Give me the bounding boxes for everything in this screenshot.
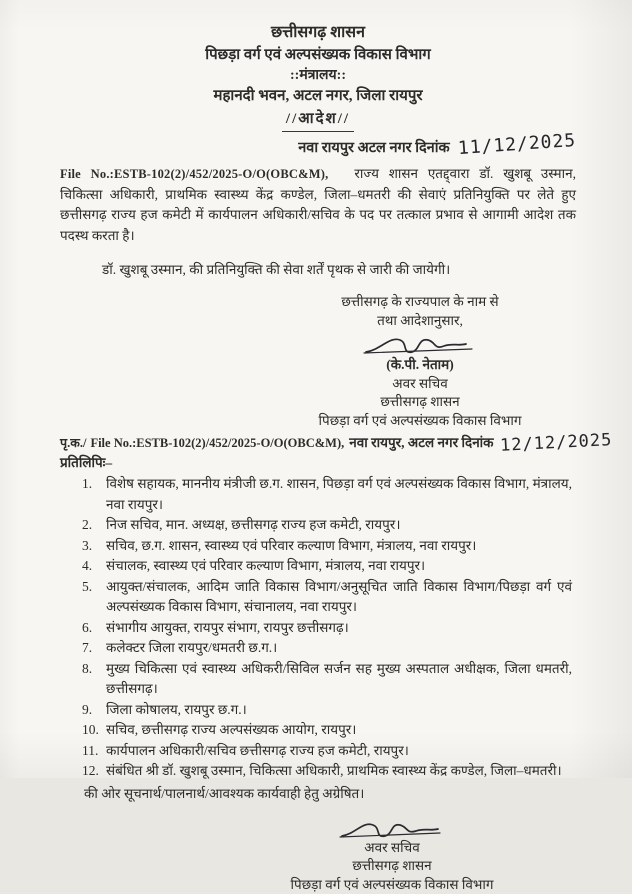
place-date-printed: नवा रायपुर अटल नगर दिनांक — [298, 137, 449, 157]
item-text: संबंधित श्री डॉ. खुशबू उस्मान, चिकित्सा अधिकारी, प्राथमिक स्वास्थ्य केंद्र कण्डेल, जिला–धमतरी। — [106, 761, 576, 782]
address-line: महानदी भवन, अटल नगर, जिला रायपुर — [60, 86, 576, 107]
list-item — [60, 618, 576, 639]
order-text: राज्य शासन एतद्द्वारा डॉ. खुशबू उस्मान, चिकित्सा अधिकारी, प्राथमिक स्वास्थ्य केंद्र कण्डेल, जिला–धमतरी की सेवाएं प्रतिनियुक्ति पर लेते हुए छत्तीसगढ़ राज्य हज कमेटी में कार्यपालन अधिकारी/सचिव के पद पर तत्काल प्रभाव से आगामी आदेश तक पदस्थ करता है। — [60, 166, 576, 243]
copy-recipient-list — [60, 474, 576, 782]
file-number: File No.:ESTB-102(2)/452/2025-O/O(OBC&M), — [60, 167, 328, 181]
endorsement-prefix: पृ.क./ — [60, 433, 86, 453]
item-number: 8. — [60, 659, 106, 680]
item-number: 7. — [60, 638, 106, 659]
signature-scribble-icon — [360, 332, 480, 358]
item-number: 9. — [60, 700, 106, 721]
letterhead — [60, 22, 576, 132]
item-number: 12. — [60, 761, 106, 782]
department-title: पिछड़ा वर्ग एवं अल्पसंख्यक विकास विभाग — [60, 44, 576, 66]
item-number: 6. — [60, 618, 106, 639]
item-text: जिला कोषालय, रायपुर छ.ग.। — [106, 700, 576, 721]
deputation-terms-line: डॉ. खुशबू उस्मान, की प्रतिनियुक्ति की सेवा शर्तें पृथक से जारी की जायेगी। — [60, 260, 576, 280]
item-text: मुख्य चिकित्सा एवं स्वास्थ्य अधिकरी/सिविल सर्जन सह मुख्य अस्पताल अधीक्षक, जिला धमतरी, छत्तीसगढ़। — [106, 659, 576, 700]
in-name-of-governor: छत्तीसगढ़ के राज्यपाल के नाम से — [270, 293, 570, 312]
list-item — [60, 638, 576, 659]
item-text: सचिव, छत्तीसगढ़ राज्य अल्पसंख्यक आयोग, रायपुर। — [106, 720, 576, 741]
signatory-dept: पिछड़ा वर्ग एवं अल्पसंख्यक विकास विभाग — [270, 412, 570, 431]
signatory-name: (के.पी. नेताम) — [270, 356, 570, 375]
list-item — [60, 700, 576, 721]
order-body-paragraph — [60, 164, 576, 246]
item-number: 1. — [60, 474, 106, 495]
place-date-line — [60, 136, 576, 162]
signatory-designation: अवर सचिव — [270, 375, 570, 394]
list-item — [60, 515, 576, 536]
forwarding-line: की ओर सूचनार्थ/पालनार्थ/आवश्यक कार्यवाही हेतु अग्रेषित। — [60, 783, 576, 804]
list-item — [60, 761, 576, 782]
list-item — [60, 556, 576, 577]
item-text: संभागीय आयुक्त, रायपुर संभाग, रायपुर छत्तीसगढ़। — [106, 618, 576, 639]
list-item — [60, 474, 576, 515]
endorsement-file-number: File No.:ESTB-102(2)/452/2025-O/O(OBC&M), — [90, 433, 344, 453]
endorsement-line — [60, 432, 576, 453]
item-text: संचालक, स्वास्थ्य एवं परिवार कल्याण विभाग, मंत्रालय, नवा रायपुर। — [106, 556, 576, 577]
item-text: आयुक्त/संचालक, आदिम जाति विकास विभाग/अनुसूचित जाति विकास विभाग/पिछड़ा वर्ग एवं अल्पसंख्यक विकास विभाग, संचानालय, नवा रायपुर। — [106, 577, 576, 618]
item-number: 3. — [60, 536, 106, 557]
item-number: 2. — [60, 515, 106, 536]
signatory-dept: पिछड़ा वर्ग एवं अल्पसंख्यक विकास विभाग — [242, 876, 542, 894]
ministry-label: ::मंत्रालय:: — [60, 66, 576, 86]
item-number: 11. — [60, 741, 106, 762]
item-number: 4. — [60, 556, 106, 577]
item-text: कलेक्टर जिला रायपुर/धमतरी छ.ग.। — [106, 638, 576, 659]
signatory-govt: छत्तीसगढ़ शासन — [270, 393, 570, 412]
item-text: कार्यपालन अधिकारी/सचिव छत्तीसगढ़ राज्य हज कमेटी, रायपुर। — [106, 741, 576, 762]
copy-to-label: प्रतिलिपिः– — [60, 453, 576, 472]
item-text: सचिव, छ.ग. शासन, स्वास्थ्य एवं परिवार कल्याण विभाग, मंत्रालय, नवा रायपुर। — [106, 536, 576, 557]
item-text: निज सचिव, मान. अध्यक्ष, छत्तीसगढ़ राज्य हज कमेटी, रायपुर। — [106, 515, 576, 536]
order-heading-row — [60, 108, 576, 132]
signature-block-secondary — [242, 818, 542, 894]
signatory-designation: अवर सचिव — [242, 839, 542, 858]
order-heading: //आदेश// — [282, 108, 354, 132]
list-item — [60, 659, 576, 700]
signatory-govt: छत्तीसगढ़ शासन — [242, 857, 542, 876]
item-number: 5. — [60, 577, 106, 598]
handwritten-date-1: 11/12/2025 — [457, 130, 577, 159]
list-item — [60, 536, 576, 557]
item-text: विशेष सहायक, माननीय मंत्रीजी छ.ग. शासन, पिछड़ा वर्ग एवं अल्पसंख्यक विकास विभाग, मंत्रालय, नवा रायपुर। — [106, 474, 576, 515]
signature-block-primary — [270, 293, 570, 430]
govt-title: छत्तीसगढ़ शासन — [60, 22, 576, 44]
list-item — [60, 577, 576, 618]
handwritten-date-2: 12/12/2025 — [499, 430, 612, 456]
list-item — [60, 720, 576, 741]
as-ordered-line: तथा आदेशानुसार, — [270, 312, 570, 331]
list-item — [60, 741, 576, 762]
item-number: 10. — [60, 720, 106, 741]
endorsement-place-date: नवा रायपुर, अटल नगर दिनांक — [349, 433, 493, 453]
